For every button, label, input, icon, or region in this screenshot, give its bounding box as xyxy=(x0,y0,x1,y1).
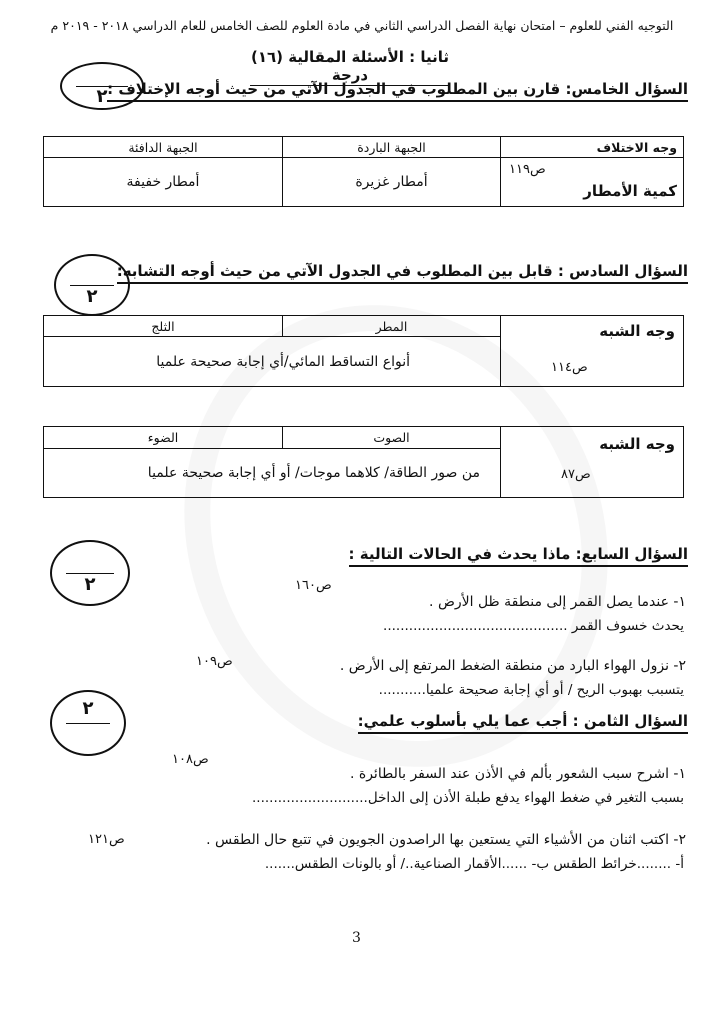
score-value: ٢ xyxy=(84,574,96,595)
score-fraction-bar xyxy=(66,723,110,724)
score-value: ٢ xyxy=(86,286,98,307)
q6t1-answer: أنواع التساقط المائي/أي إجابة صحيحة علميا xyxy=(44,337,501,387)
q8-item1-answer: بسبب التغير في ضغط الهواء يدفع طبلة الأذن إلى الداخل........................... xyxy=(251,790,684,806)
q7-item1-text: ١- عندما يصل القمر إلى منطقة ظل الأرض . xyxy=(429,594,686,610)
q6t2-col2-header: الضوء xyxy=(44,427,283,449)
q6t1-ref: ص١١٤ xyxy=(551,360,588,375)
score-value: ٢ xyxy=(96,86,108,107)
score-circle-q7 xyxy=(50,540,130,606)
q7-item1-ref: ص١٦٠ xyxy=(295,578,332,593)
q7-item2-answer: يتسبب بهبوب الريح / أو أي إجابة صحيحة علميا........... xyxy=(378,682,684,698)
q7-item2-text: ٢- نزول الهواء البارد من منطقة الضغط المرتفع إلى الأرض . xyxy=(339,658,686,674)
q7-item1-answer: يحدث خسوف القمر ........................................... xyxy=(383,618,684,634)
q5-col1-answer: أمطار غزيرة xyxy=(283,158,501,207)
q6t2-aspect-header xyxy=(501,427,684,498)
q6t2-aspect: وجه الشبه xyxy=(599,435,675,453)
page-header: التوجيه الفني للعلوم – امتحان نهاية الفصل الدراسي الثاني في مادة العلوم للصف الخامس للعام الدراسي ٢٠١٨ - ٢٠١٩ م xyxy=(50,18,674,33)
q5-aspect-header: وجه الاختلاف xyxy=(501,137,684,158)
q6t1-col2-header: الثلج xyxy=(44,316,283,337)
q5-title: السؤال الخامس: قارن بين المطلوب في الجدول الآتي من حيث أوجه الإختلاف : xyxy=(107,80,688,102)
q5-aspect: كمية الأمطار xyxy=(583,182,677,200)
q5-col2-answer: أمطار خفيفة xyxy=(44,158,283,207)
q6-table2 xyxy=(43,426,684,498)
q8-item1-text: ١- اشرح سبب الشعور بألم في الأذن عند السفر بالطائرة . xyxy=(349,766,686,782)
q8-title: السؤال الثامن : أجب عما يلي بأسلوب علمي: xyxy=(358,712,688,734)
q6-title: السؤال السادس : قابل بين المطلوب في الجدول الآتي من حيث أوجه التشابه: xyxy=(117,262,688,284)
q6t1-aspect: وجه الشبه xyxy=(599,322,675,340)
q8-item2-ref: ص١٢١ xyxy=(88,832,125,847)
q5-col2-header: الجبهة الدافئة xyxy=(44,137,283,158)
q8-item1-ref: ص١٠٨ xyxy=(172,752,209,767)
q6-table1 xyxy=(43,315,684,387)
q5-aspect-cell xyxy=(501,158,684,207)
q8-item2-answer: أ- ........خرائط الطقس ب- ......الأقمار الصناعية../ أو بالونات الطقس....... xyxy=(264,856,684,872)
section-title: ثانيا : الأسئلة المقالية (١٦) درجة xyxy=(250,48,450,84)
q5-table xyxy=(43,136,684,207)
page-number: 3 xyxy=(352,930,361,946)
score-circle-q8 xyxy=(50,690,126,756)
score-value: ٢ xyxy=(82,698,94,719)
q6t2-col1-header: الصوت xyxy=(283,427,501,449)
q8-item2-text: ٢- اكتب اثنان من الأشياء التي يستعين بها الراصدون الجويون في تتبع حال الطقس . xyxy=(206,832,686,848)
q7-item2-ref: ص١٠٩ xyxy=(196,654,233,669)
q6t1-col1-header: المطر xyxy=(283,316,501,337)
q6t2-answer: من صور الطاقة/ كلاهما موجات/ أو أي إجابة صحيحة علميا xyxy=(44,448,501,497)
q7-title: السؤال السابع: ماذا يحدث في الحالات التالية : xyxy=(349,545,688,567)
q5-col1-header: الجبهة الباردة xyxy=(283,137,501,158)
q5-ref: ص١١٩ xyxy=(509,162,546,177)
q6t1-aspect-header xyxy=(501,316,684,387)
q6t2-ref: ص٨٧ xyxy=(561,467,591,482)
